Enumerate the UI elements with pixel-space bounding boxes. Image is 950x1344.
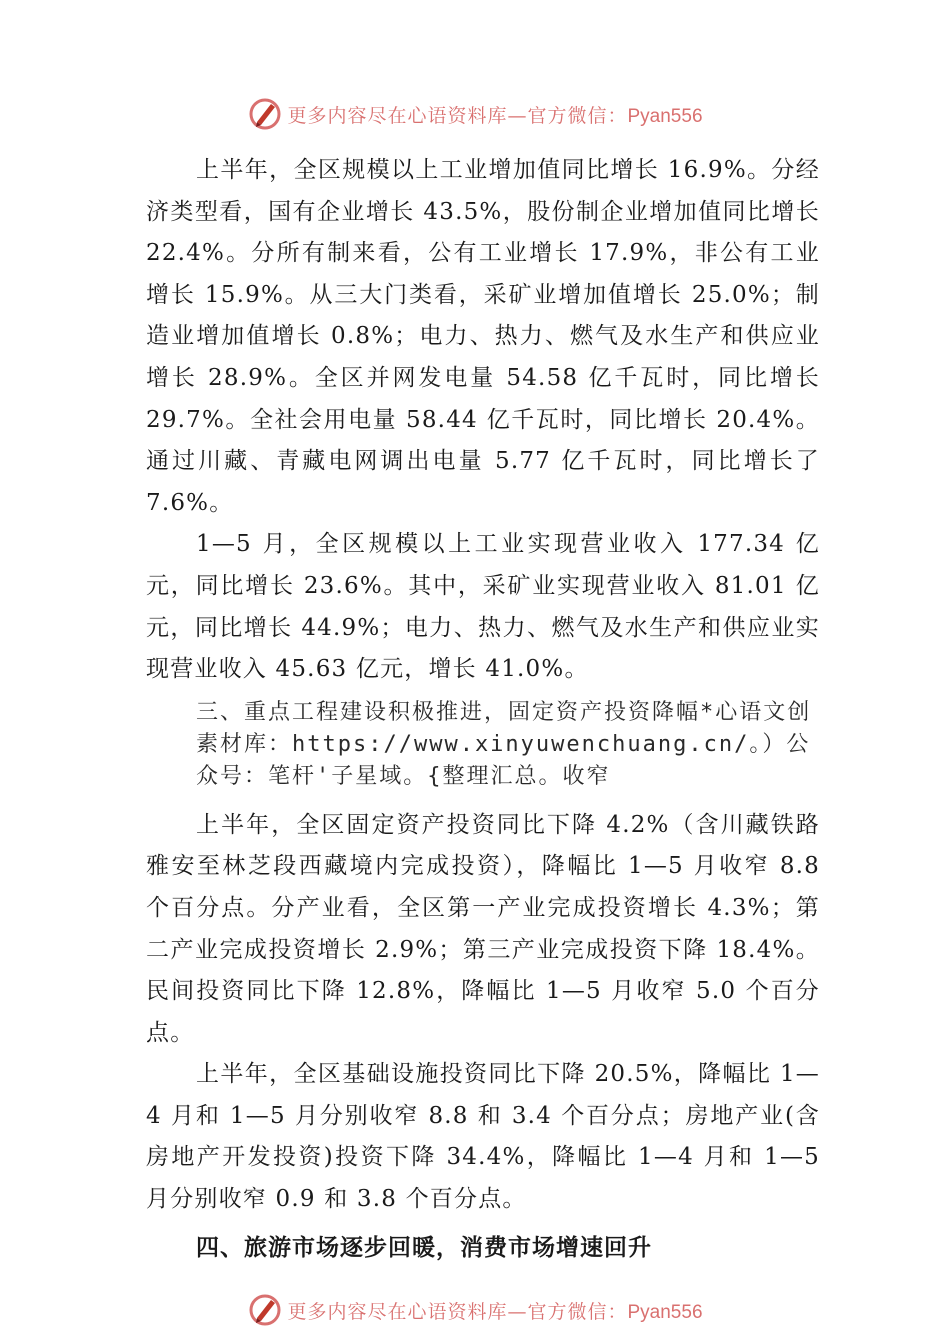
section-note: 三、重点工程建设积极推进，固定资产投资降幅*心语文创素材库：https://www.xinyuwenchuang.cn/。）公众号：笔杆'子星域。{整理汇总。收窄	[196, 699, 812, 789]
section-heading: 四、旅游市场逐步回暖，消费市场增速回升	[196, 1233, 652, 1261]
paragraph-revenue: 1—5 月，全区规模以上工业实现营业收入 177.34 亿元，同比增长 23.6%。其中，采矿业实现营业收入 81.01 亿元，同比增长 44.9%；电力、热力、燃气及水生产和供应业实现营业收入 45.63 亿元，增长 41.0%。	[146, 531, 820, 683]
pen-logo-icon	[247, 1292, 283, 1328]
watermark-handle: Pyan556	[627, 1301, 703, 1323]
paragraph-investment: 上半年，全区固定资产投资同比下降 4.2%（含川藏铁路雅安至林芝段西藏境内完成投资），降幅比 1—5 月收窄 8.8 个百分点。分产业看，全区第一产业完成投资增长 4.3%；第二产业完成投资增长 2.9%；第三产业完成投资下降 18.4%。民间投资同比下降 12.8%，降幅比 1—5 月收窄 5.0 个百分点。	[146, 811, 820, 1046]
watermark-footer	[0, 1290, 950, 1330]
watermark-text: 更多内容尽在心语资料库—官方微信：Pyan556	[287, 1300, 703, 1323]
paragraph-industry: 上半年，全区规模以上工业增加值同比增长 16.9%。分经济类型看，国有企业增长 43.5%，股份制企业增加值同比增长 22.4%。分所有制来看，公有工业增长 17.9%，非公有工业增长 15.9%。从三大门类看，采矿业增加值增长 25.0%；制造业增加值增长 0.8%；电力、热力、燃气及水生产和供应业增长 28.9%。全区并网发电量 54.58 亿千瓦时，同比增长 29.7%。全社会用电量 58.44 亿千瓦时，同比增长 20.4%。通过川藏、青藏电网调出电量 5.77 亿千瓦时，同比增长了 7.6%。	[146, 157, 820, 516]
paragraph-infrastructure: 上半年，全区基础设施投资同比下降 20.5%，降幅比 1—4 月和 1—5 月分别收窄 8.8 和 3.4 个百分点；房地产业(含房地产开发投资)投资下降 34.4%，降幅比 1—4 月和 1—5 月分别收窄 0.9 和 3.8 个百分点。	[146, 1061, 820, 1213]
document-body	[146, 150, 820, 1269]
watermark-text: 更多内容尽在心语资料库—官方微信：Pyan556	[287, 104, 703, 127]
watermark-handle: Pyan556	[627, 105, 703, 127]
watermark-header	[0, 94, 950, 134]
pen-logo-icon	[247, 96, 283, 132]
